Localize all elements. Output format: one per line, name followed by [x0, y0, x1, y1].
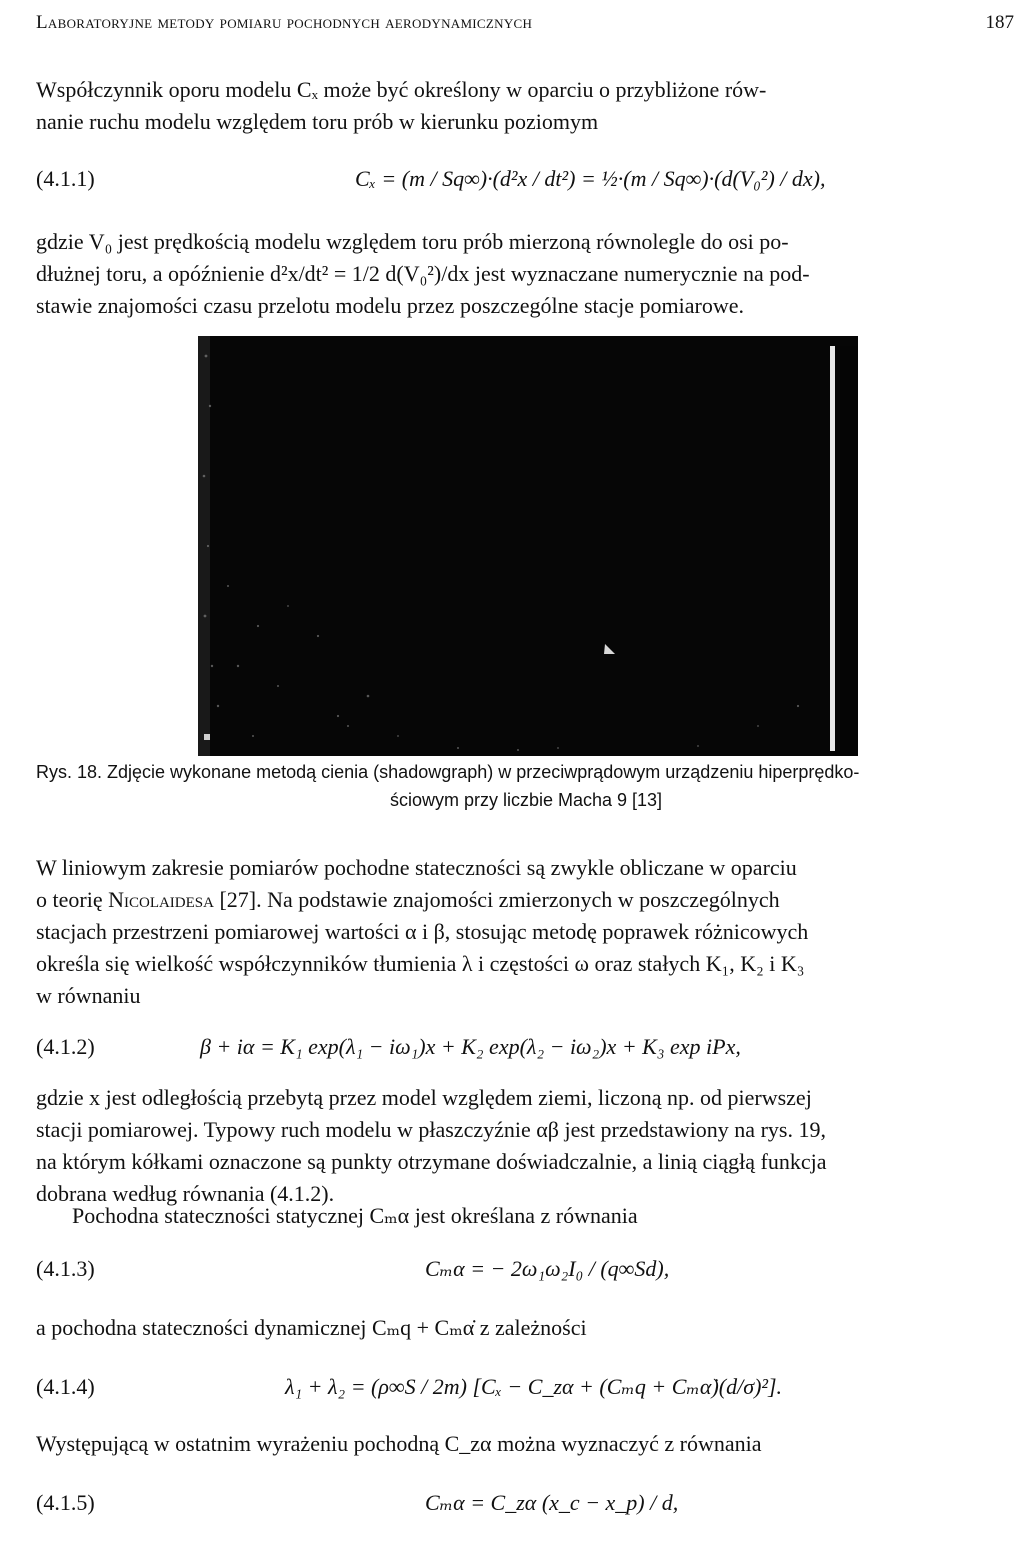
text-line: w równaniu [36, 983, 141, 1008]
shadowgraph-image [198, 336, 858, 756]
equation-number: (4.1.4) [36, 1374, 95, 1399]
shadowgraph-figure [198, 336, 858, 756]
equation-formula: Cₘα = − 2ω₁ω₂I₀ / (q∞Sd), [425, 1256, 670, 1281]
text-line: W liniowym zakresie pomiarów pochodne stateczności są zwykle obliczane w oparciu [36, 855, 797, 880]
equation-4-1-5 [0, 1490, 1024, 1550]
text-line: a pochodna stateczności dynamicznej Cₘq + Cₘα̇ z zależności [36, 1315, 587, 1340]
text-fragment: [27]. Na podstawie znajomości zmierzonych w poszczególnych [213, 887, 780, 912]
text-line [36, 884, 1016, 916]
page-header [0, 6, 1024, 36]
paragraph-static-stability [72, 1200, 1016, 1232]
paragraph-velocity-definition [36, 226, 1016, 322]
text-line: gdzie x jest odległością przebytą przez model względem ziemi, liczoną np. od pierwszej [36, 1085, 812, 1110]
equation-4-1-3 [0, 1256, 1024, 1316]
equation-formula: Cₘα = C_zα (x_c − x_p) / d, [425, 1490, 679, 1515]
paragraph-drag-coefficient [36, 74, 1016, 138]
text-line: dłużnej toru, a opóźnienie d²x/dt² = 1/2 d(V₀²)/dx jest wyznaczane numerycznie na pod- [36, 261, 810, 286]
running-title: Laboratoryjne metody pomiaru pochodnych aerodynamicznych [36, 12, 533, 33]
text-fragment: o teorię [36, 887, 109, 912]
equation-formula: λ₁ + λ₂ = (ρ∞S / 2m) [Cₓ − C_zα + (Cₘq + Cₘα̇)(d/σ)²]. [285, 1374, 783, 1399]
equation-formula: Cₓ = (m / Sq∞)·(d²x / dt²) = ½·(m / Sq∞)·(d(V₀²) / dx), [355, 166, 826, 191]
equation-formula: β + iα = K₁ exp(λ₁ − iω₁)x + K₂ exp(λ₂ − iω₂)x + K₃ exp iPx, [200, 1034, 741, 1059]
text-line: stawie znajomości czasu przelotu modelu przez poszczególne stacje pomiarowe. [36, 293, 744, 318]
equation-number: (4.1.5) [36, 1490, 95, 1515]
paragraph-dynamic-stability [36, 1312, 1016, 1344]
text-line: gdzie V₀ jest prędkością modelu względem toru prób mierzoną równolegle do osi po- [36, 229, 789, 254]
text-line: na którym kółkami oznaczone są punkty otrzymane doświadczalnie, a linią ciągłą funkcja [36, 1149, 827, 1174]
text-line: stacji pomiarowej. Typowy ruch modelu w płaszczyźnie αβ jest przedstawiony na rys. 19, [36, 1117, 826, 1142]
equation-number: (4.1.2) [36, 1034, 95, 1059]
text-line: nanie ruchu modelu względem toru prób w kierunku poziomym [36, 109, 599, 134]
caption-line: Rys. 18. Zdjęcie wykonane metodą cienia (shadowgraph) w przeciwprądowym urządzeniu hiperprędko- [36, 762, 860, 782]
figure-caption [36, 758, 1016, 814]
paragraph-lift-derivative [36, 1428, 1016, 1460]
equation-4-1-4 [0, 1374, 1024, 1434]
equation-number: (4.1.3) [36, 1256, 95, 1281]
equation-number: (4.1.1) [36, 166, 95, 191]
author-name: Nicolaidesa [108, 887, 214, 912]
paragraph-motion [36, 1082, 1016, 1210]
page-number: 187 [985, 12, 1014, 33]
text-line: dobrana według równania (4.1.2). [36, 1181, 335, 1206]
caption-line: ściowym przy liczbie Macha 9 [13] [389, 790, 663, 810]
text-line: Pochodna stateczności statycznej Cₘα jest określana z równania [72, 1203, 638, 1228]
equation-4-1-1 [0, 166, 1024, 226]
text-line: stacjach przestrzeni pomiarowej wartości α i β, stosując metodę poprawek różnicowych [36, 919, 809, 944]
paragraph-linear-range [36, 852, 1016, 1012]
text-line: Współczynnik oporu modelu Cₓ może być określony w oparciu o przybliżone rów- [36, 77, 767, 102]
text-line: określa się wielkość współczynników tłumienia λ i częstości ω oraz stałych K₁, K₂ i K₃ [36, 951, 805, 976]
text-line: Występującą w ostatnim wyrażeniu pochodną C_zα można wyznaczyć z równania [36, 1431, 762, 1456]
